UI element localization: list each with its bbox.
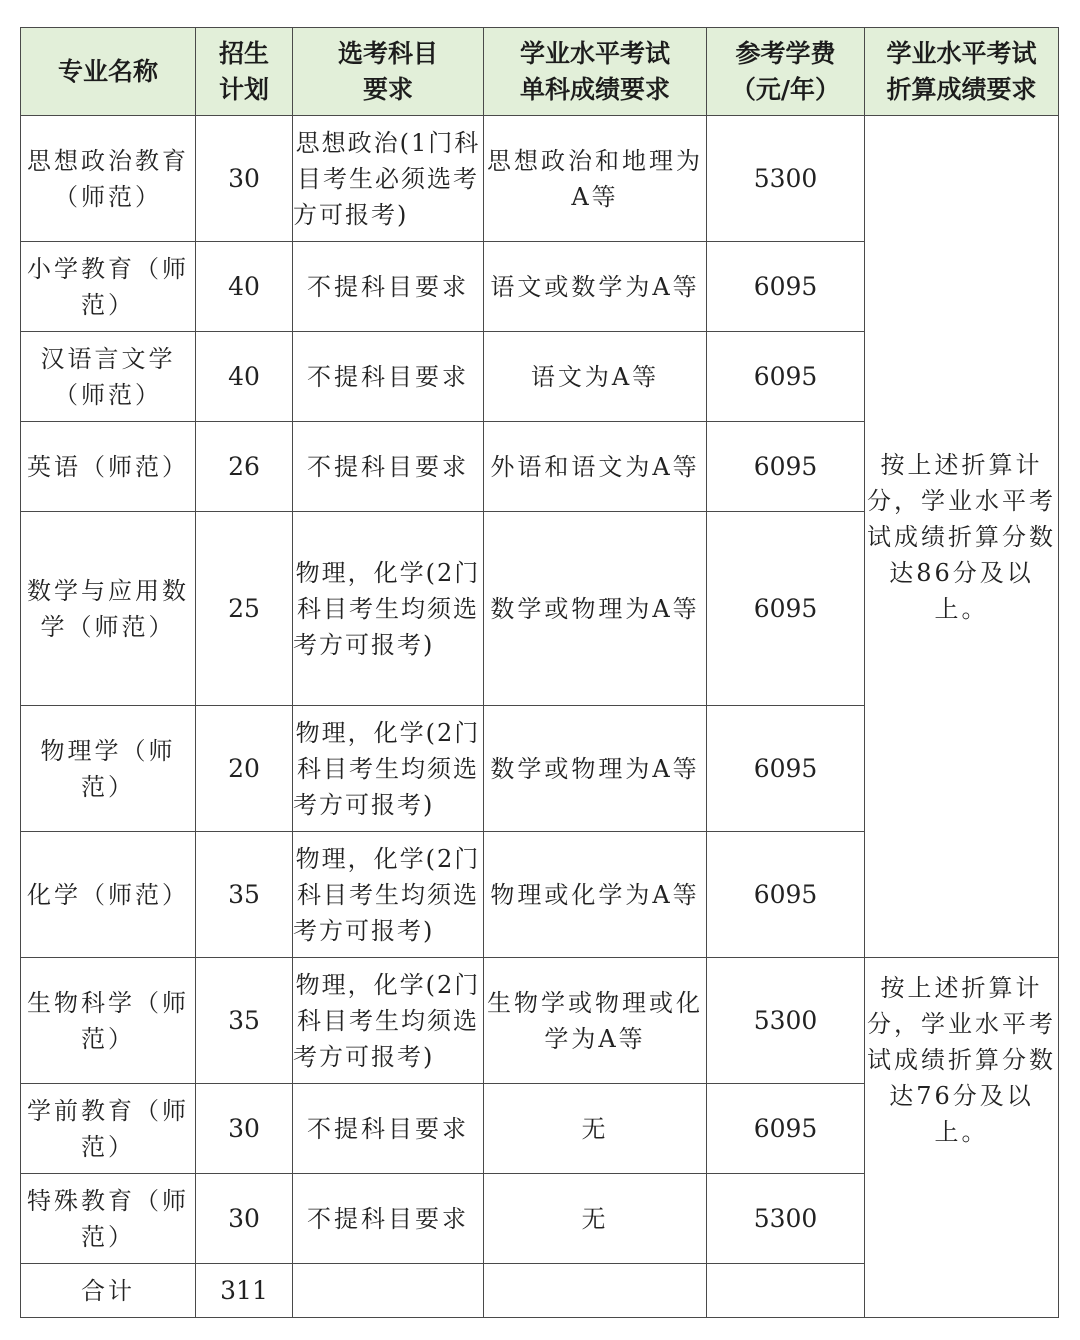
empty-cell	[484, 1264, 707, 1318]
subject-requirement-cell: 物理，化学(2门科目考生均须选考方可报考)	[293, 512, 484, 706]
plan-cell: 30	[196, 1174, 293, 1264]
plan-cell: 40	[196, 242, 293, 332]
subject-requirement-cell: 不提科目要求	[293, 1084, 484, 1174]
header-major-name: 专业名称	[21, 28, 196, 116]
plan-cell: 40	[196, 332, 293, 422]
single-requirement-cell: 外语和语文为A等	[484, 422, 707, 512]
admission-plan-table	[20, 27, 1059, 1318]
tuition-cell: 5300	[707, 958, 865, 1084]
subject-requirement-cell: 不提科目要求	[293, 332, 484, 422]
subject-requirement-cell: 物理，化学(2门科目考生均须选考方可报考)	[293, 706, 484, 832]
table-row	[21, 958, 1059, 1084]
plan-cell: 30	[196, 1084, 293, 1174]
converted-score-requirement-group-2: 按上述折算计分，学业水平考试成绩折算分数达76分及以上。	[865, 958, 1059, 1318]
empty-cell	[707, 1264, 865, 1318]
single-requirement-cell: 数学或物理为A等	[484, 706, 707, 832]
major-name-cell: 思想政治教育（师范）	[21, 116, 196, 242]
single-requirement-cell: 思想政治和地理为A等	[484, 116, 707, 242]
tuition-cell: 5300	[707, 116, 865, 242]
tuition-cell: 6095	[707, 332, 865, 422]
subject-requirement-cell: 物理，化学(2门科目考生均须选考方可报考)	[293, 832, 484, 958]
single-requirement-cell: 生物学或物理或化学为A等	[484, 958, 707, 1084]
single-requirement-cell: 语文为A等	[484, 332, 707, 422]
plan-cell: 25	[196, 512, 293, 706]
major-name-cell: 化学（师范）	[21, 832, 196, 958]
single-requirement-cell: 无	[484, 1084, 707, 1174]
major-name-cell: 汉语言文学（师范）	[21, 332, 196, 422]
major-name-cell: 学前教育（师范）	[21, 1084, 196, 1174]
major-name-cell: 物理学（师范）	[21, 706, 196, 832]
major-name-cell: 英语（师范）	[21, 422, 196, 512]
header-converted-score-requirement: 学业水平考试 折算成绩要求	[865, 28, 1059, 116]
tuition-cell: 6095	[707, 1084, 865, 1174]
major-name-cell: 数学与应用数学（师范）	[21, 512, 196, 706]
header-single-subject-requirement: 学业水平考试 单科成绩要求	[484, 28, 707, 116]
tuition-cell: 6095	[707, 422, 865, 512]
converted-score-requirement-group-1: 按上述折算计分，学业水平考试成绩折算分数达86分及以上。	[865, 116, 1059, 958]
single-requirement-cell: 无	[484, 1174, 707, 1264]
header-plan: 招生 计划	[196, 28, 293, 116]
table-row	[21, 116, 1059, 242]
single-requirement-cell: 数学或物理为A等	[484, 512, 707, 706]
empty-cell	[293, 1264, 484, 1318]
major-name-cell: 特殊教育（师范）	[21, 1174, 196, 1264]
total-label: 合计	[21, 1264, 196, 1318]
plan-cell: 35	[196, 958, 293, 1084]
major-name-cell: 小学教育（师范）	[21, 242, 196, 332]
total-value: 311	[196, 1264, 293, 1318]
tuition-cell: 5300	[707, 1174, 865, 1264]
subject-requirement-cell: 不提科目要求	[293, 1174, 484, 1264]
subject-requirement-cell: 不提科目要求	[293, 242, 484, 332]
plan-cell: 35	[196, 832, 293, 958]
header-tuition: 参考学费 （元/年）	[707, 28, 865, 116]
subject-requirement-cell: 思想政治(1门科目考生必须选考方可报考)	[293, 116, 484, 242]
tuition-cell: 6095	[707, 242, 865, 332]
tuition-cell: 6095	[707, 706, 865, 832]
header-row	[21, 28, 1059, 116]
subject-requirement-cell: 物理，化学(2门科目考生均须选考方可报考)	[293, 958, 484, 1084]
major-name-cell: 生物科学（师范）	[21, 958, 196, 1084]
single-requirement-cell: 物理或化学为A等	[484, 832, 707, 958]
plan-cell: 26	[196, 422, 293, 512]
plan-cell: 30	[196, 116, 293, 242]
single-requirement-cell: 语文或数学为A等	[484, 242, 707, 332]
subject-requirement-cell: 不提科目要求	[293, 422, 484, 512]
tuition-cell: 6095	[707, 832, 865, 958]
header-subject-requirement: 选考科目 要求	[293, 28, 484, 116]
tuition-cell: 6095	[707, 512, 865, 706]
plan-cell: 20	[196, 706, 293, 832]
